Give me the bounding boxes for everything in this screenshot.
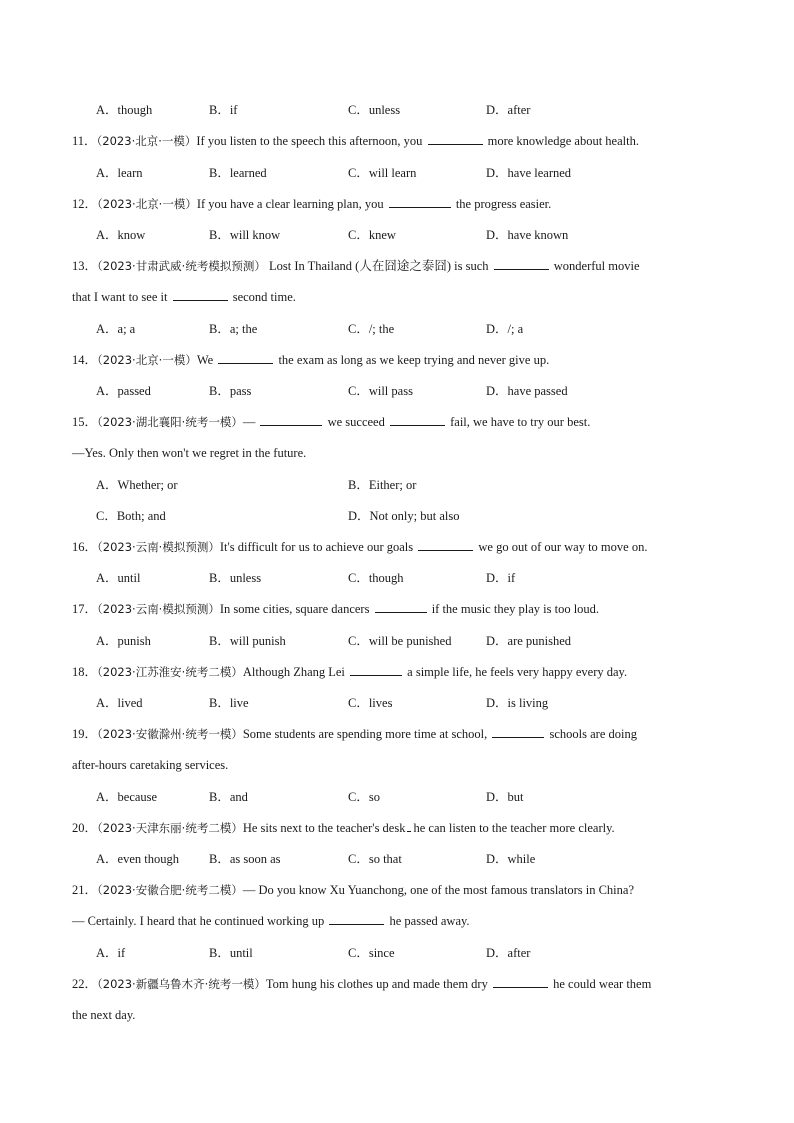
q12-option-d: D．have known: [486, 228, 569, 242]
q18-options: [96, 694, 736, 712]
question-text: he can listen to the teacher more clearly.: [413, 821, 615, 835]
q16-option-b: B．unless: [209, 571, 262, 585]
q11-option-b: B．learned: [209, 166, 267, 180]
answer-blank: [329, 912, 384, 925]
q17-options: [96, 632, 736, 650]
question-source: （2023·云南·模拟预测）: [97, 540, 220, 554]
q19-option-d: D．but: [486, 790, 524, 804]
q18-stem: [72, 663, 627, 681]
answer-blank: [218, 351, 273, 364]
q11-options: [96, 164, 736, 182]
q13-stem-line2: [72, 288, 296, 306]
question-text: It's difficult for us to achieve our goals: [219, 540, 414, 554]
question-source: （2023·甘肃武威·统考模拟预测）: [97, 259, 266, 273]
q15-options-row1: [96, 476, 736, 494]
question-number: 19．: [72, 727, 98, 741]
q14-option-d: D．have passed: [486, 384, 568, 398]
question-text: —Yes. Only then won't we regret in the future.: [72, 446, 307, 460]
question-number: 22．: [72, 977, 98, 991]
q11-option-c: C．will learn: [348, 166, 417, 180]
question-text: — Do you know Xu Yuanchong, one of the most famous translators in China?: [242, 883, 634, 897]
question-text: he passed away.: [389, 914, 470, 928]
question-text: If you listen to the speech this afternoon, you: [196, 134, 423, 148]
question-number: 15．: [72, 415, 98, 429]
q18-option-a: A．lived: [96, 696, 143, 710]
answer-blank: [418, 538, 473, 551]
answer-blank: [389, 195, 451, 208]
question-number: 13．: [72, 259, 98, 273]
question-text: We: [196, 353, 214, 367]
question-number: 20．: [72, 821, 98, 835]
question-text: Lost In Thailand (人在囧途之泰囧) is such: [265, 259, 489, 273]
answer-blank: [428, 132, 483, 145]
q19-option-b: B．and: [209, 790, 248, 804]
question-text: schools are doing: [549, 727, 637, 741]
q15-option-d: D．Not only; but also: [348, 509, 460, 523]
question-text: —: [242, 415, 256, 429]
question-text: after-hours caretaking services.: [72, 758, 229, 772]
question-source: （2023·湖北襄阳·统考一模）: [97, 415, 243, 429]
q12-stem: [72, 195, 551, 213]
q13-stem: [72, 257, 640, 275]
q11-stem: [72, 132, 639, 150]
question-text: second time.: [232, 290, 296, 304]
question-number: 17．: [72, 602, 98, 616]
q20-option-a: A．even though: [96, 852, 179, 866]
q14-option-b: B．pass: [209, 384, 252, 398]
question-source: （2023·北京·一模）: [97, 353, 197, 367]
answer-blank: [492, 725, 544, 738]
answer-blank: [350, 663, 402, 676]
q20-stem: [72, 819, 615, 837]
question-text: Tom hung his clothes up and made them dry: [265, 977, 488, 991]
q21-options: [96, 944, 736, 962]
question-source: （2023·云南·模拟预测）: [97, 602, 220, 616]
q18-option-b: B．live: [209, 696, 249, 710]
q15-stem-line2: [72, 444, 306, 462]
question-text: In some cities, square dancers: [219, 602, 370, 616]
q15-option-b: B．Either; or: [348, 478, 417, 492]
q11-option-d: D．have learned: [486, 166, 572, 180]
question-text: Some students are spending more time at school,: [242, 727, 488, 741]
q15-options-row2: [96, 507, 736, 525]
q15-option-c: C．Both; and: [96, 509, 166, 523]
answer-blank: [390, 413, 445, 426]
question-text: He sits next to the teacher's desk: [242, 821, 406, 835]
q13-option-c: C．/; the: [348, 322, 395, 336]
q13-option-a: A．a; a: [96, 322, 136, 336]
q16-option-a: A．until: [96, 571, 141, 585]
q14-option-c: C．will pass: [348, 384, 413, 398]
q12-option-a: A．know: [96, 228, 146, 242]
q21-stem-line2: [72, 912, 470, 930]
q17-option-d: D．are punished: [486, 634, 572, 648]
q19-stem: [72, 725, 637, 743]
question-number: 16．: [72, 540, 98, 554]
q13-options: [96, 320, 736, 338]
q19-option-c: C．so: [348, 790, 380, 804]
q15-option-a: A．Whether; or: [96, 478, 178, 492]
q20-option-b: B．as soon as: [209, 852, 281, 866]
question-text: fail, we have to try our best.: [450, 415, 591, 429]
q22-stem-line2: [72, 1006, 135, 1024]
q10-option-c: C．unless: [348, 103, 401, 117]
q21-option-b: B．until: [209, 946, 253, 960]
answer-blank: [494, 257, 549, 270]
q17-option-b: B．will punish: [209, 634, 286, 648]
question-source: （2023·新疆乌鲁木齐·统考一模）: [97, 977, 266, 991]
q21-option-a: A．if: [96, 946, 126, 960]
question-text: we go out of our way to move on.: [478, 540, 648, 554]
question-text: we succeed: [327, 415, 385, 429]
question-source: （2023·北京·一模）: [96, 134, 197, 148]
answer-blank: [260, 413, 322, 426]
answer-blank: [493, 975, 548, 988]
q14-options: [96, 382, 736, 400]
question-source: （2023·北京·一模）: [97, 197, 197, 211]
question-number: 11．: [72, 134, 97, 148]
question-text: the next day.: [72, 1008, 136, 1022]
question-number: 18．: [72, 665, 98, 679]
question-text: a simple life, he feels very happy every day.: [407, 665, 628, 679]
q18-option-d: D．is living: [486, 696, 549, 710]
answer-blank: [173, 288, 228, 301]
q21-option-d: D．after: [486, 946, 531, 960]
q19-options: [96, 788, 736, 806]
q19-stem-line2: [72, 756, 228, 774]
q21-option-c: C．since: [348, 946, 395, 960]
q13-option-b: B．a; the: [209, 322, 258, 336]
q16-option-d: D．if: [486, 571, 516, 585]
q14-stem: [72, 351, 549, 369]
q10-option-a: A．though: [96, 103, 153, 117]
q11-option-a: A．learn: [96, 166, 143, 180]
q22-stem: [72, 975, 651, 993]
q16-option-c: C．though: [348, 571, 404, 585]
q20-option-d: D．while: [486, 852, 536, 866]
question-text: the progress easier.: [455, 197, 552, 211]
q12-option-c: C．knew: [348, 228, 396, 242]
question-text: that I want to see it: [72, 290, 168, 304]
q13-option-d: D．/; a: [486, 322, 524, 336]
q17-stem: [72, 600, 599, 618]
q20-option-c: C．so that: [348, 852, 402, 866]
q16-stem: [72, 538, 647, 556]
q14-option-a: A．passed: [96, 384, 151, 398]
question-text: more knowledge about health.: [487, 134, 639, 148]
question-text: if the music they play is too loud.: [431, 602, 600, 616]
q17-option-c: C．will be punished: [348, 634, 452, 648]
question-number: 12．: [72, 197, 98, 211]
question-source: （2023·安徽合肥·统考二模）: [97, 883, 243, 897]
q16-options: [96, 569, 736, 587]
q10-option-d: D．after: [486, 103, 531, 117]
q18-option-c: C．lives: [348, 696, 393, 710]
q10-options: [96, 101, 736, 119]
question-text: he could wear them: [553, 977, 652, 991]
q19-option-a: A．because: [96, 790, 158, 804]
question-text: the exam as long as we keep trying and never give up.: [278, 353, 550, 367]
question-text: wonderful movie: [553, 259, 640, 273]
answer-blank: [375, 600, 427, 613]
q17-option-a: A．punish: [96, 634, 151, 648]
question-source: （2023·江苏淮安·统考二模）: [97, 665, 243, 679]
q15-stem: [72, 413, 590, 431]
q10-option-b: B．if: [209, 103, 238, 117]
q21-stem: [72, 881, 634, 899]
answer-blank: [407, 819, 411, 832]
q20-options: [96, 850, 736, 868]
question-source: （2023·天津东丽·统考二模）: [97, 821, 243, 835]
question-number: 14．: [72, 353, 98, 367]
q12-options: [96, 226, 736, 244]
q12-option-b: B．will know: [209, 228, 281, 242]
question-source: （2023·安徽滁州·统考一模）: [97, 727, 243, 741]
question-text: — Certainly. I heard that he continued working up: [72, 914, 325, 928]
question-number: 21．: [72, 883, 98, 897]
question-text: If you have a clear learning plan, you: [196, 197, 384, 211]
question-text: Although Zhang Lei: [242, 665, 345, 679]
